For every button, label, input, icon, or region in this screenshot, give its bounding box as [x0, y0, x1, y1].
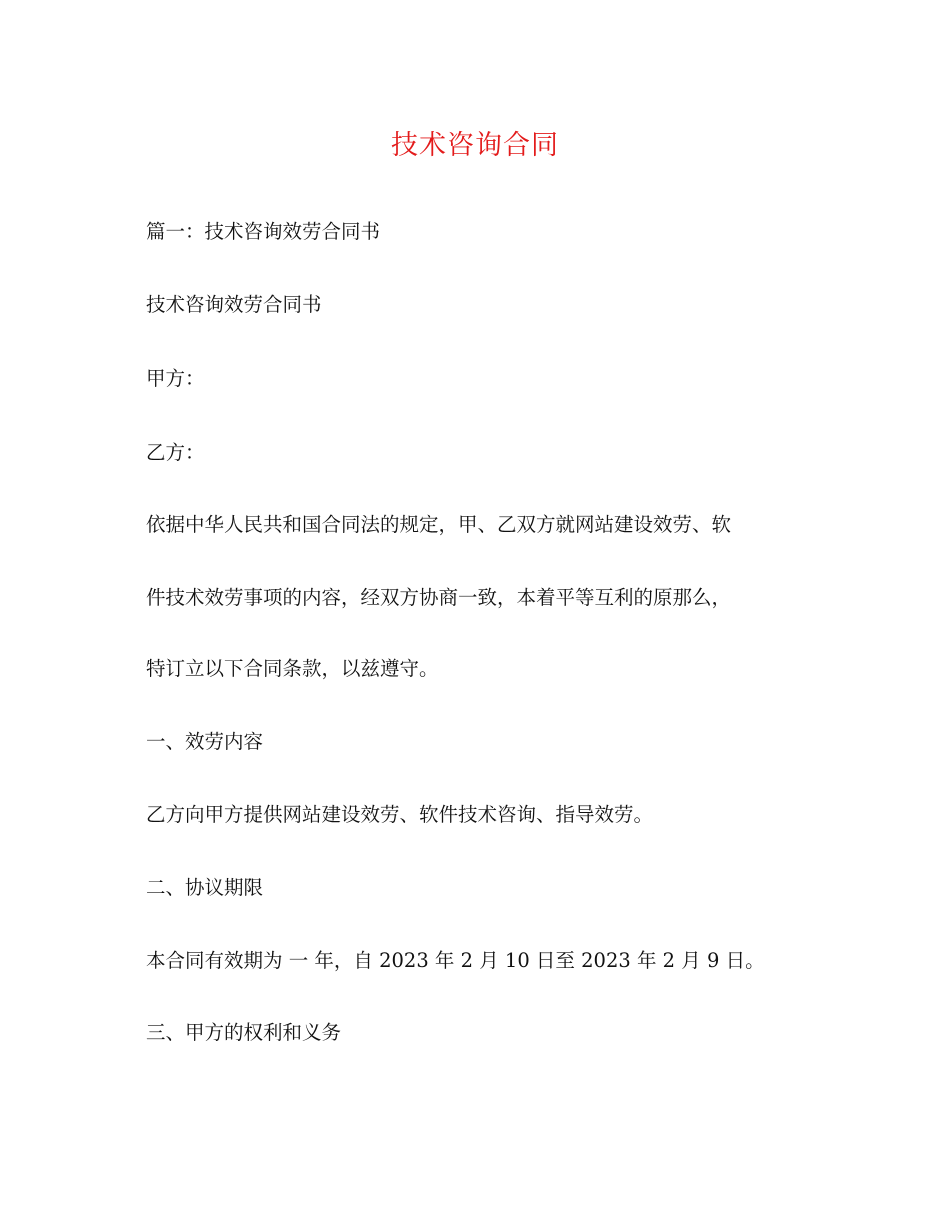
section-heading-service-content: 一、效劳内容 — [146, 730, 264, 753]
party-a-label: 甲方： — [146, 367, 205, 390]
section-heading-part-one: 篇一：技术咨询效劳合同书 — [146, 220, 381, 243]
preamble-line-3: 特订立以下合同条款，以兹遵守。 — [146, 657, 439, 680]
service-content-text: 乙方向甲方提供网站建设效劳、软件技术咨询、指导效劳。 — [146, 803, 654, 826]
agreement-term-text: 本合同有效期为 一 年，自 2023 年 2 月 10 日至 2023 年 2 月 9 日。 — [146, 949, 765, 972]
preamble-line-2: 件技术效劳事项的内容，经双方协商一致，本着平等互利的原那么， — [146, 586, 732, 609]
preamble-line-1: 依据中华人民共和国合同法的规定，甲、乙双方就网站建设效劳、软 — [146, 513, 732, 536]
section-heading-agreement-term: 二、协议期限 — [146, 876, 264, 899]
document-title: 技术咨询合同 — [391, 130, 559, 161]
party-b-label: 乙方： — [146, 441, 205, 464]
contract-subtitle: 技术咨询效劳合同书 — [146, 293, 322, 316]
section-heading-party-a-rights: 三、甲方的权利和义务 — [146, 1021, 342, 1044]
